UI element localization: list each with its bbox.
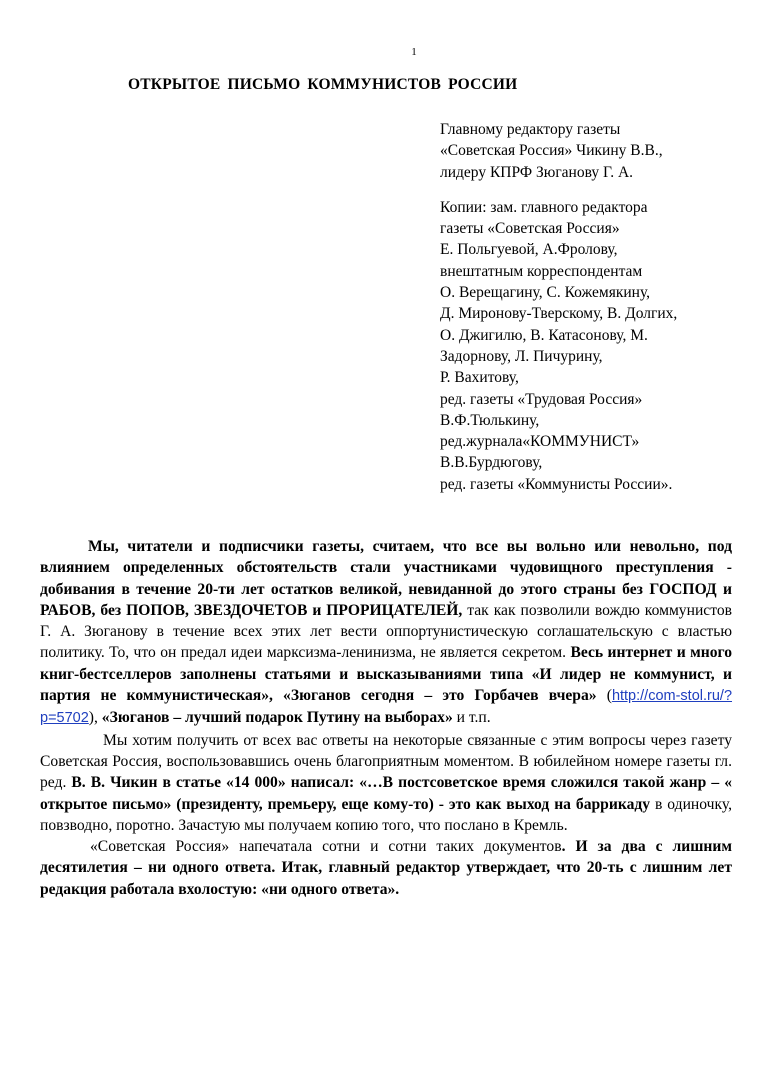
body-text: и т.п. (452, 709, 491, 727)
copies-line: ред. газеты «Коммунисты России». (440, 475, 673, 493)
bold-text: «Зюганов – лучший подарок Путину на выборах» (101, 709, 453, 727)
letter-body (40, 536, 732, 900)
copies-line: В.Ф.Тюлькину, (440, 411, 540, 429)
body-text: Мы хотим получить от всех вас ответы на некоторые связанные с этим вопросы через газету Советская Россия, воспользовавшись очень благоприятным моментом. В юбилейном номере газеты гл. ред. (40, 731, 732, 792)
bold-text: Весь интернет и много книг-бестселлеров заполнены статьями и высказываниями типа «И лидер не коммунист, и партия не коммунистическая», «Зюганов сегодня – это Горбачев вчера» (40, 644, 732, 705)
addressee-block (440, 119, 750, 495)
copies-line: Д. Миронову-Тверскому, В. Долгих, (440, 305, 678, 323)
page-number: 1 (411, 46, 417, 58)
source-link[interactable]: http://com-stol.ru/?p=5702 (40, 688, 733, 727)
bold-text: Мы, читатели и подписчики газеты, считаем, что все вы вольно или невольно, под влиянием определенных обстоятельств стали участниками чудовищного преступления - добивания в течение 20-ти лет остатков великой, невиданной до этого страны без ГОСПОД и РАБОВ, без ПОПОВ, ЗВЕЗДОЧЕТОВ и ПРОРИЦАТЕЛЕЙ, (40, 538, 732, 619)
copies-line: Е. Польгуевой, А.Фролову, (440, 241, 618, 259)
bold-text: В. В. Чикин в статье «14 000» написал: «…В постсоветское время сложился такой жанр – « открытое письмо» (президенту, премьеру, еще кому-то) - это как выход на баррикаду (40, 774, 732, 813)
copies-line: О. Джигилю, В. Катасонову, М. (440, 326, 648, 344)
copies-line: газеты «Советская Россия» (440, 220, 620, 238)
addressee-copies (440, 197, 750, 495)
body-paragraph-2 (40, 730, 732, 836)
addressee-line: «Советская Россия» Чикину В.В., (440, 142, 663, 160)
copies-line: Задорнову, Л. Пичурину, (440, 347, 603, 365)
addressee-primary (440, 119, 750, 183)
body-text: «Советская Россия» напечатала сотни и сотни таких документов (90, 838, 562, 856)
body-text: ), (88, 709, 102, 727)
copies-line: О. Верещагину, С. Кожемякину, (440, 284, 651, 302)
copies-line: Р. Вахитову, (440, 369, 519, 387)
body-paragraph-3 (40, 836, 732, 900)
copies-line: ред. газеты «Трудовая Россия» (440, 390, 643, 408)
body-text: в одиночку, повзводно, поротно. Зачастую мы получаем копию того, что послано в Кремль. (40, 795, 733, 834)
copies-line: внештатным корреспондентам (440, 262, 643, 280)
copies-line: ред.журнала«КОММУНИСТ» (440, 433, 640, 451)
body-paragraph-1 (40, 536, 732, 730)
copies-line: В.В.Бурдюгову, (440, 454, 543, 472)
body-text: так как позволили вождю коммунистов Г. А. Зюганову в течение всех этих лет вести оппортунистическую соглашательскую с властью политику. То, что он предал идеи марксизма-ленинизма, не является секретом. (40, 601, 732, 662)
addressee-line: Главному редактору газеты (440, 121, 621, 138)
addressee-line: лидеру КПРФ Зюганову Г. А. (440, 163, 634, 181)
bold-text: . И за два с лишним десятилетия – ни одного ответа. Итак, главный редактор утверждает, что 20-ть с лишним лет редакция работала вхолостую: «ни одного ответа». (40, 838, 732, 898)
body-text: ( (596, 687, 612, 705)
copies-line: Копии: зам. главного редактора (440, 198, 648, 216)
letter-title: ОТКРЫТОЕ ПИСЬМО КОММУНИСТОВ РОССИИ (128, 76, 518, 93)
